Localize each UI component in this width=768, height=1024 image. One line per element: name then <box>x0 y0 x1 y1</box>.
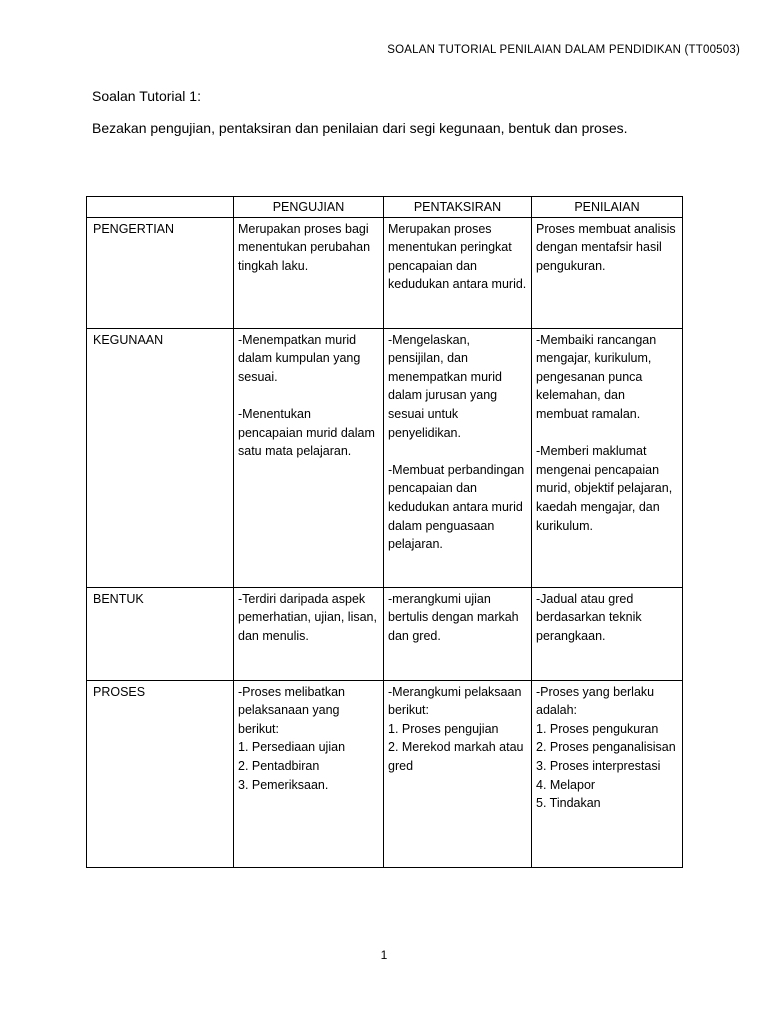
cell-text: Proses membuat analisis dengan mentafsir hasil pengukuran. <box>536 221 676 273</box>
cell-proses-pengujian <box>234 680 384 867</box>
cell-text: -Merangkumi pelaksaan berikut: <box>388 684 522 718</box>
doc-title: Soalan Tutorial 1: <box>92 88 201 104</box>
cell-kegunaan-pengujian <box>234 328 384 587</box>
cell-text: -Mengelaskan, pensijilan, dan menempatkan murid dalam jurusan yang sesuai untuk penyelidikan. <box>388 332 502 440</box>
table-row-kegunaan <box>87 328 683 587</box>
list-item: 3. Pemeriksaan. <box>238 777 329 792</box>
column-header-pengujian: PENGUJIAN <box>234 197 384 218</box>
table-row-bentuk <box>87 587 683 680</box>
cell-text: -Jadual atau gred berdasarkan teknik perangkaan. <box>536 591 642 643</box>
cell-bentuk-pentaksiran <box>384 587 532 680</box>
row-label-kegunaan: KEGUNAAN <box>87 328 234 587</box>
cell-text: -Menempatkan murid dalam kumpulan yang sesuai. <box>238 332 361 384</box>
list-item: 1. Persediaan ujian <box>238 740 346 755</box>
page-number: 1 <box>380 948 388 962</box>
cell-text: -Menentukan pencapaian murid dalam satu mata pelajaran. <box>238 406 375 459</box>
column-header-pentaksiran: PENTAKSIRAN <box>384 197 532 218</box>
running-header: SOALAN TUTORIAL PENILAIAN DALAM PENDIDIKAN (TT00503) <box>387 44 740 56</box>
cell-pengertian-penilaian <box>532 217 683 328</box>
list-item: 2. Pentadbiran <box>238 758 320 773</box>
cell-kegunaan-penilaian <box>532 328 683 587</box>
comparison-table <box>86 196 683 868</box>
cell-text: -Membaiki rancangan mengajar, kurikulum, pengesanan punca kelemahan, dan membuat ramalan. <box>536 332 657 421</box>
cell-proses-pentaksiran <box>384 680 532 867</box>
cell-text: -Proses melibatkan pelaksanaan yang berikut: <box>238 684 345 736</box>
list-item: 4. Melapor <box>536 777 596 792</box>
list-item: 1. Proses pengujian <box>388 721 499 736</box>
list-item: 2. Proses penganalisisan <box>536 740 676 755</box>
cell-pengertian-pentaksiran <box>384 217 532 328</box>
cell-kegunaan-pentaksiran <box>384 328 532 587</box>
column-header-blank <box>87 197 234 218</box>
cell-bentuk-pengujian <box>234 587 384 680</box>
table-row-pengertian <box>87 217 683 328</box>
row-label-pengertian: PENGERTIAN <box>87 217 234 328</box>
list-item: 5. Tindakan <box>536 796 601 811</box>
cell-text: Merupakan proses bagi menentukan perubahan tingkah laku. <box>238 221 371 273</box>
list-item: 2. Merekod markah atau gred <box>388 740 524 773</box>
cell-pengertian-pengujian <box>234 217 384 328</box>
cell-text: -merangkumi ujian bertulis dengan markah dan gred. <box>388 591 519 643</box>
list-item: 3. Proses interprestasi <box>536 758 661 773</box>
cell-text: -Memberi maklumat mengenai pencapaian murid, objektif pelajaran, kaedah mengajar, dan kurikulum. <box>536 444 673 533</box>
row-label-bentuk: BENTUK <box>87 587 234 680</box>
cell-text: -Membuat perbandingan pencapaian dan kedudukan antara murid dalam penguasaan pelajaran. <box>388 462 525 552</box>
cell-text: Merupakan proses menentukan peringkat pencapaian dan kedudukan antara murid. <box>388 221 527 292</box>
table-header-row <box>87 197 683 218</box>
question-text: Bezakan pengujian, pentaksiran dan penilaian dari segi kegunaan, bentuk dan proses. <box>92 120 628 136</box>
row-label-proses: PROSES <box>87 680 234 867</box>
column-header-penilaian: PENILAIAN <box>532 197 683 218</box>
cell-text: -Terdiri daripada aspek pemerhatian, ujian, lisan, dan menulis. <box>238 591 377 643</box>
cell-bentuk-penilaian <box>532 587 683 680</box>
list-item: 1. Proses pengukuran <box>536 721 659 736</box>
cell-proses-penilaian <box>532 680 683 867</box>
table-row-proses <box>87 680 683 867</box>
cell-text: -Proses yang berlaku adalah: <box>536 684 655 718</box>
